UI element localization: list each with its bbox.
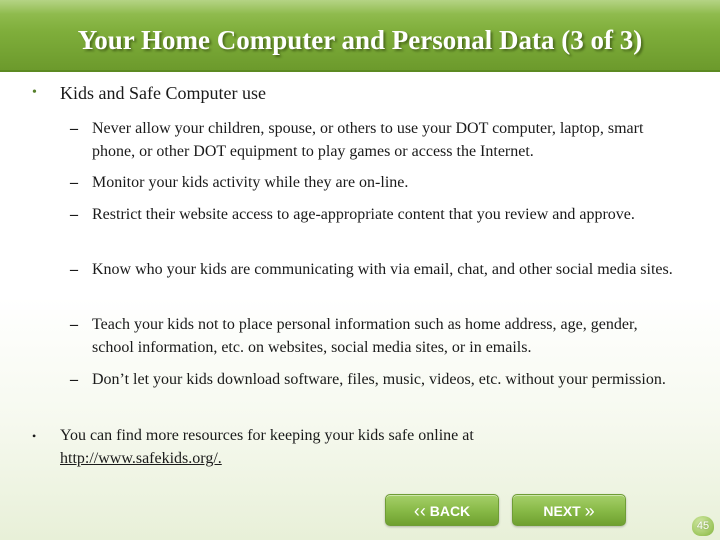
chevron-right-icon: » — [584, 501, 595, 521]
bullet-marker: • — [32, 85, 37, 100]
dash-marker: – — [70, 316, 78, 333]
page-number-badge: 45 — [692, 516, 714, 536]
dash-marker: – — [70, 174, 78, 191]
subitem-text: Restrict their website access to age-appropriate content that you review and approve. — [92, 206, 635, 223]
bullet-text-wrap — [60, 425, 660, 470]
bullet-marker: • — [32, 429, 37, 443]
dash-marker: – — [70, 261, 78, 278]
back-button-label: BACK — [429, 503, 471, 519]
back-button[interactable] — [385, 494, 499, 526]
subitem-text: Never allow your children, spouse, or others to use your DOT computer, laptop, smart phone, or other DOT equipment to play games or access the Internet. — [92, 120, 644, 160]
title-bar — [0, 0, 720, 72]
page-title: Your Home Computer and Personal Data (3 of 3) — [77, 25, 643, 55]
next-button[interactable] — [512, 494, 626, 526]
safekids-link[interactable]: http://www.safekids.org/. — [60, 449, 222, 467]
next-button-label: NEXT — [543, 503, 581, 519]
bullet-text: You can find more resources for keeping your kids safe online at — [60, 427, 474, 444]
dash-marker: – — [70, 120, 78, 137]
subitem-text: Monitor your kids activity while they are on-line. — [92, 174, 409, 191]
chevron-left-icon: ‹‹ — [413, 501, 426, 521]
subitem-text: Teach your kids not to place personal information such as home address, age, gender, school information, etc. on websites, social media sites, or in emails. — [92, 316, 638, 356]
dash-marker: – — [70, 371, 78, 388]
subitem-text: Know who your kids are communicating with via email, chat, and other social media sites. — [92, 261, 673, 278]
bullet-text: Kids and Safe Computer use — [60, 83, 266, 103]
dash-marker: – — [70, 206, 78, 223]
subitem-text: Don’t let your kids download software, files, music, videos, etc. without your permission. — [92, 371, 666, 388]
